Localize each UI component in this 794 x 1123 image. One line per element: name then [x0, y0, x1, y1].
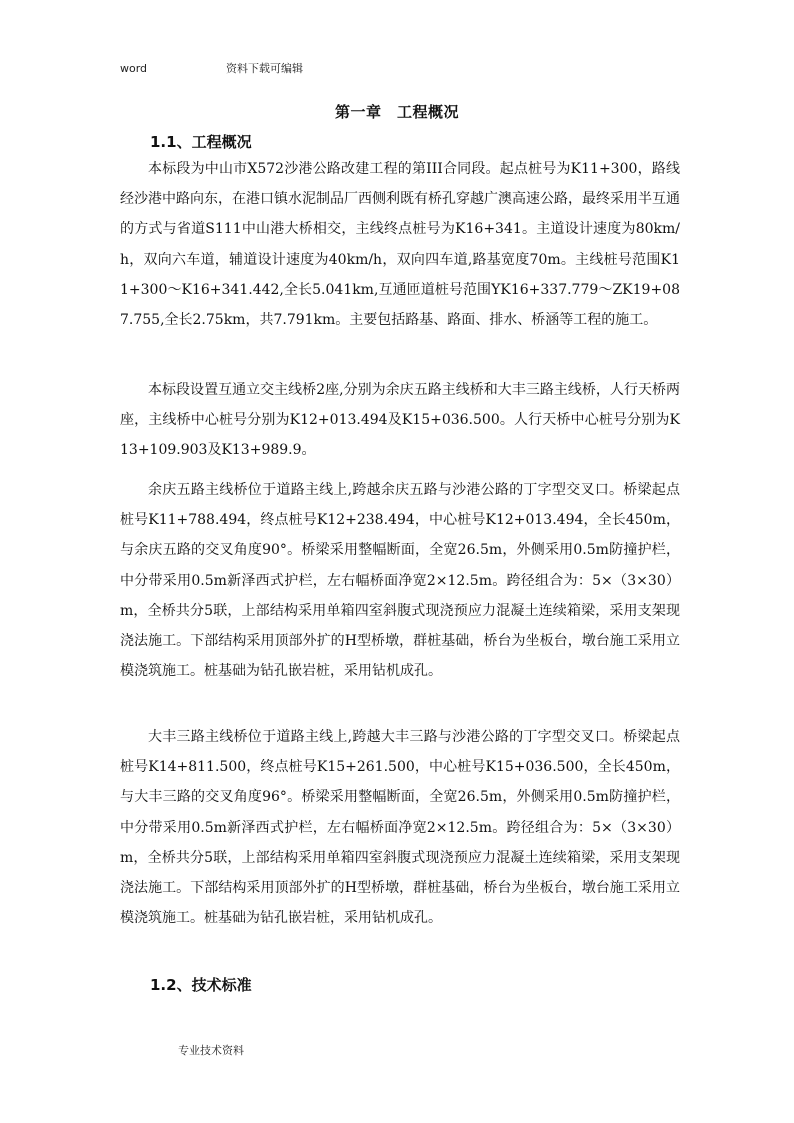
paragraph-overview: 本标段为中山市X572沙港公路改建工程的第III合同段。起点桩号为K11+300，路线经沙港中路向东，在港口镇水泥制品厂西侧利既有桥孔穿越广澳高速公路，最终采用半互通的方式与省道S111中山港大桥相交，主线终点桩号为K16+341。主道设计速度为80km/h，双向六车道，辅道设计速度为40km/h，双向四车道,路基宽度70m。主线桩号范围K11+300～K16+341.442,全长5.041km,互通匝道桩号范围YK16+337.779～ZK19+087.755,全长2.75km，共7.791km。主要包括路基、路面、排水、桥涵等工程的施工。: [120, 161, 680, 329]
paragraph-dafeng-bridge: 大丰三路主线桥位于道路主线上,跨越大丰三路与沙港公路的丁字型交叉口。桥梁起点桩号K14+811.500，终点桩号K15+261.500，中心桩号K15+036.500，全长450m，与大丰三路的交叉角度96°。桥梁采用整幅断面，全宽26.5m，外侧采用0.5m防撞护栏，中分带采用0.5m新泽西式护栏，左右幅桥面净宽2×12.5m。跨径组合为：5×（3×30）m，全桥共分5联，上部结构采用单箱四室斜腹式现浇预应力混凝土连续箱梁，采用支架现浇法施工。下部结构采用顶部外扩的H型桥墩，群桩基础，桥台为坐板台，墩台施工采用立模浇筑施工。桩基础为钻孔嵌岩桩，采用钻机成孔。: [120, 729, 680, 927]
page-footer: 专业技术资料: [178, 1044, 244, 1057]
chapter-title: 第一章 工程概况: [334, 103, 459, 121]
header-right-text: 资料下载可编辑: [226, 62, 303, 75]
paragraph-yuqing-bridge: 余庆五路主线桥位于道路主线上,跨越余庆五路与沙港公路的丁字型交叉口。桥梁起点桩号K11+788.494，终点桩号K12+238.494，中心桩号K12+013.494，全长450m，与余庆五路的交叉角度90°。桥梁采用整幅断面，全宽26.5m，外侧采用0.5m防撞护栏，中分带采用0.5m新泽西式护栏，左右幅桥面净宽2×12.5m。跨径组合为：5×（3×30）m，全桥共分5联，上部结构采用单箱四室斜腹式现浇预应力混凝土连续箱梁，采用支架现浇法施工。下部结构采用顶部外扩的H型桥墩，群桩基础，桥台为坐板台，墩台施工采用立模浇筑施工。桩基础为钻孔嵌岩桩，采用钻机成孔。: [120, 482, 680, 680]
section-heading-1-1: 1.1、工程概况: [150, 133, 252, 151]
section-heading-1-2: 1.2、技术标准: [150, 976, 252, 994]
paragraph-bridges-summary: 本标段设置互通立交主线桥2座,分别为余庆五路主线桥和大丰三路主线桥，人行天桥两座，主线桥中心桩号分别为K12+013.494及K15+036.500。人行天桥中心桩号分别为K13+109.903及K13+989.9。: [120, 382, 680, 459]
page-header: [120, 60, 303, 76]
header-left-text: word: [120, 62, 148, 75]
